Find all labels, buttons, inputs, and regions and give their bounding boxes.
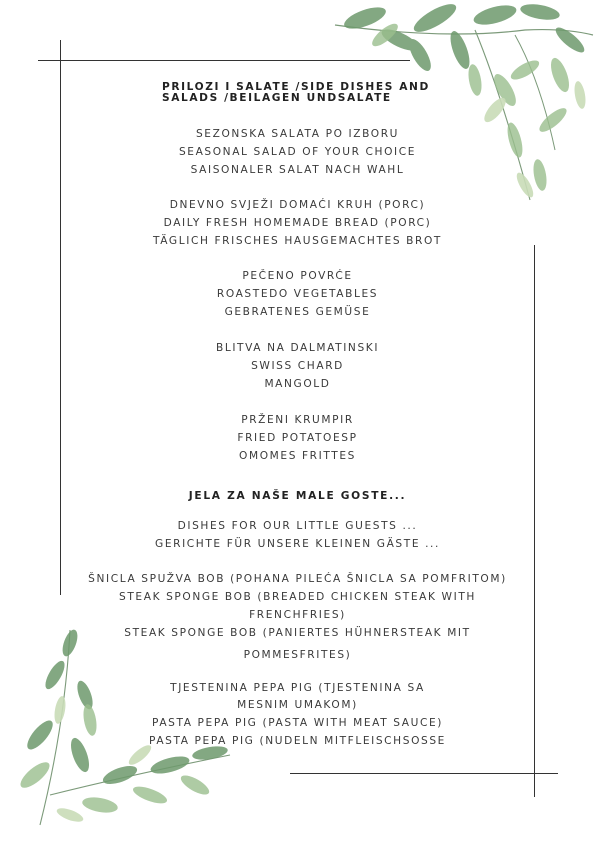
menu-item-line: DNEVNO SVJEŽI DOMAĆI KRUH (PORC) xyxy=(169,199,426,211)
menu-item-line: PASTA PEPA PIG (PASTA WITH MEAT SAUCE) xyxy=(152,717,443,729)
kids-section-title: JELA ZA NAŠE MALE GOSTE... xyxy=(188,490,407,502)
menu-item-line: GEBRATENES GEMÜSE xyxy=(224,306,371,318)
menu-item-line: SAISONALER SALAT NACH WAHL xyxy=(190,164,405,176)
menu-item-line: PRŽENI KRUMPIR xyxy=(241,414,354,426)
menu-item-line: SEZONSKA SALATA PO IZBORU xyxy=(195,128,400,140)
menu-item-line: OMOMES FRITTES xyxy=(239,450,356,462)
menu-item-line: ROASTEDO VEGETABLES xyxy=(216,288,379,300)
kids-subtitle-line: DISHES FOR OUR LITTLE GUESTS ... xyxy=(177,520,418,532)
menu-item-line: PEČENO POVRĆE xyxy=(242,270,353,282)
menu-item-line: BLITVA NA DALMATINSKI xyxy=(215,342,380,354)
menu-item-line: POMMESFRITES) xyxy=(243,649,352,661)
menu-item-line: FRENCHFRIES) xyxy=(249,609,346,621)
menu-item-line: STEAK SPONGE BOB (PANIERTES HÜHNERSTEAK MIT xyxy=(124,627,471,639)
menu-item-line: ŠNICLA SPUŽVA BOB (POHANA PILEĆA ŠNICLA SA POMFRITOM) xyxy=(88,573,507,585)
menu-item-line: MESNIM UMAKOM) xyxy=(237,699,358,711)
menu-item-line: STEAK SPONGE BOB (BREADED CHICKEN STEAK WITH xyxy=(119,591,476,603)
frame-line-bottom xyxy=(290,773,558,774)
menu-item-line: TÄGLICH FRISCHES HAUSGEMACHTES BROT xyxy=(153,235,442,247)
section-title xyxy=(162,82,462,104)
section-title-line: SALADS /BEILAGEN UNDSALATE xyxy=(162,92,392,104)
menu-item-line: TJESTENINA PEPA PIG (TJESTENINA SA xyxy=(170,682,425,694)
menu-item-line: SEASONAL SALAD OF YOUR CHOICE xyxy=(178,146,417,158)
kids-subtitle-line: GERICHTE FÜR UNSERE KLEINEN GÄSTE ... xyxy=(155,538,440,550)
menu-item-line: SWISS CHARD xyxy=(251,360,344,372)
menu-item-line: FRIED POTATOESP xyxy=(237,432,358,444)
menu-item-line: MANGOLD xyxy=(264,378,331,390)
menu-item-line: DAILY FRESH HOMEMADE BREAD (PORC) xyxy=(163,217,432,229)
section-title-line: PRILOZI I SALATE /SIDE DISHES AND xyxy=(162,81,430,93)
menu-item-line: PASTA PEPA PIG (NUDELN MITFLEISCHSOSSE xyxy=(149,735,446,747)
